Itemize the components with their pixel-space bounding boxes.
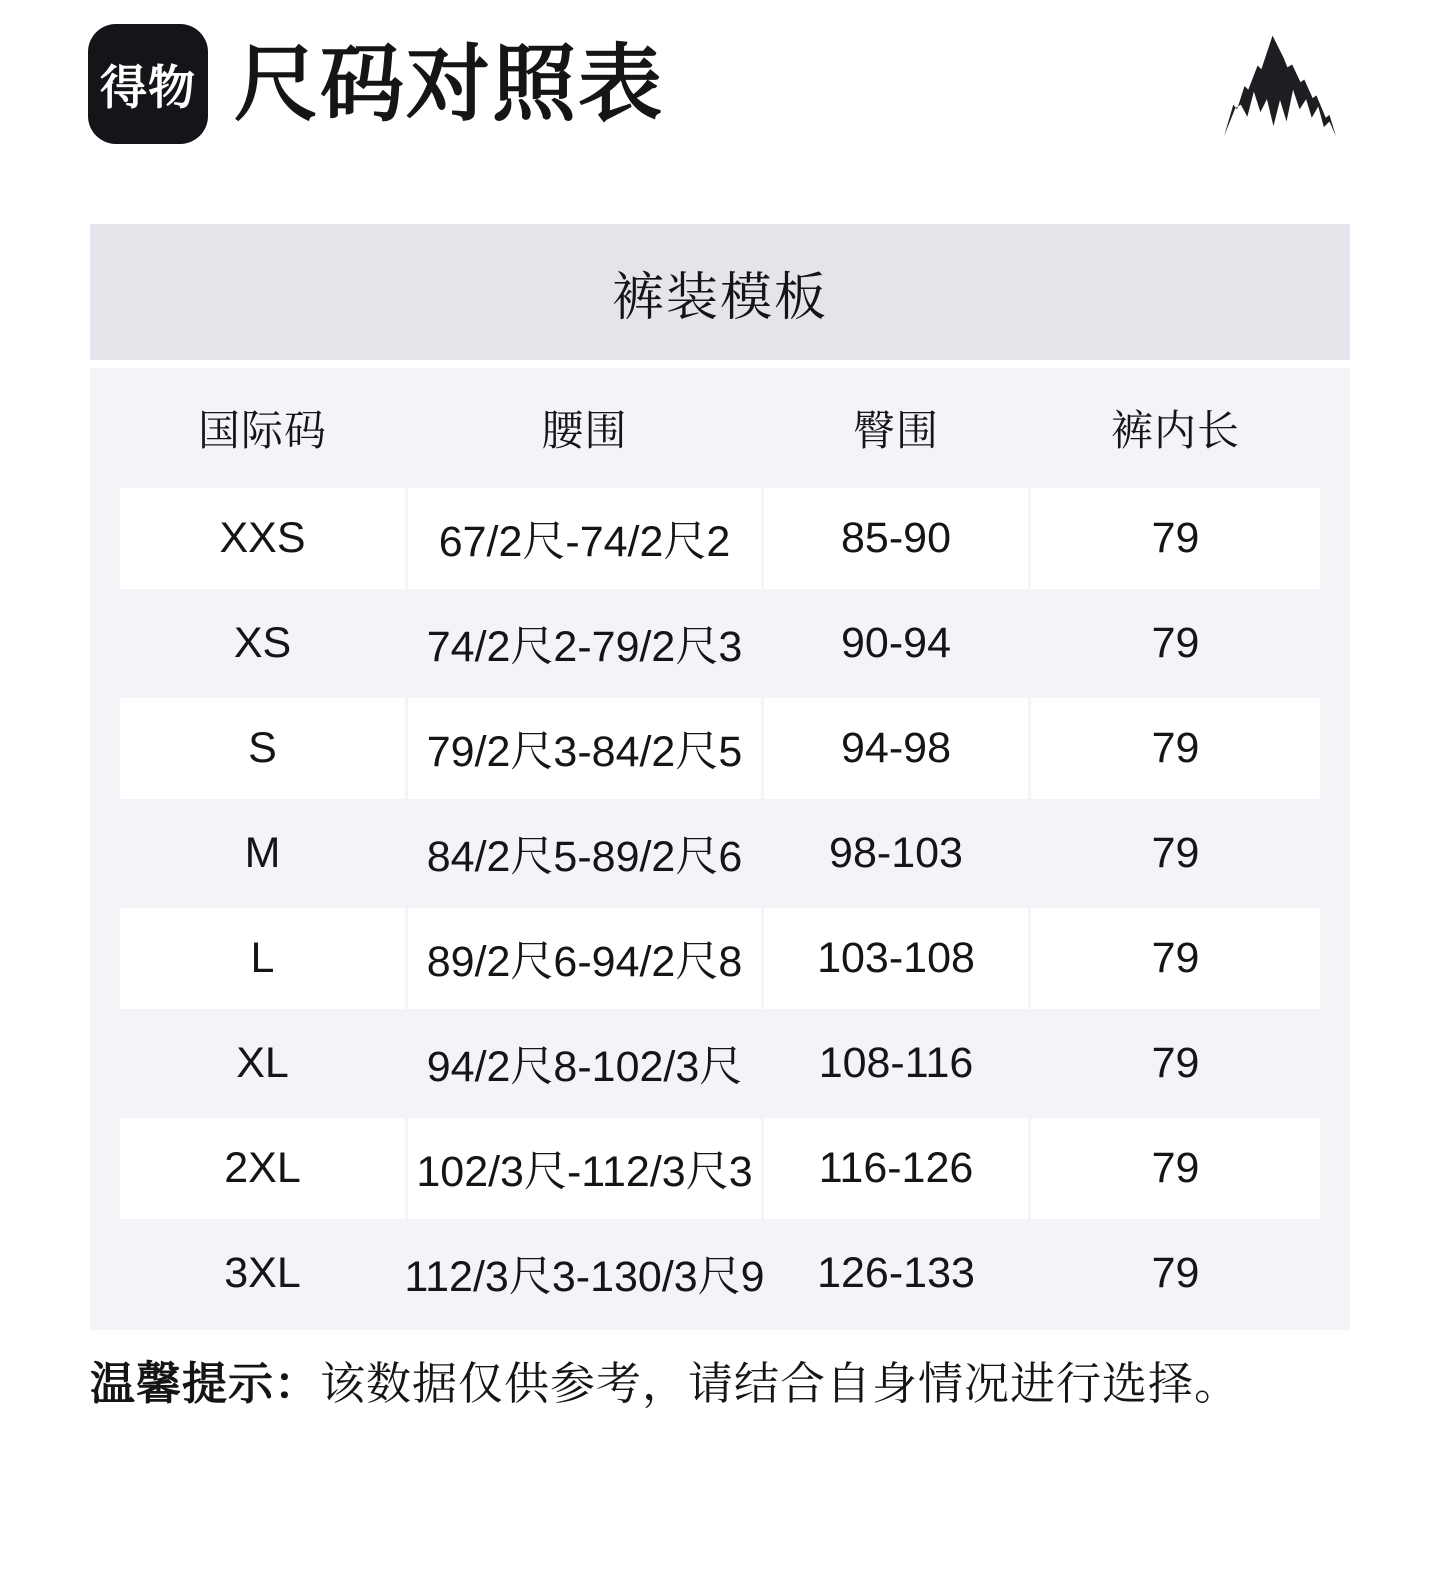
hip-cell: 126-133	[817, 1249, 975, 1297]
hip-cell: 94-98	[764, 698, 1028, 799]
hip-cell: 108-116	[818, 1039, 974, 1087]
dewu-logo	[88, 24, 208, 144]
inseam-cell: 79	[1151, 829, 1200, 877]
table-row	[120, 593, 1320, 694]
page-title: 尺码对照表	[234, 37, 665, 131]
column-header-waist: 腰围	[541, 407, 628, 454]
header	[88, 23, 1350, 145]
footer-note-label: 温馨提示：	[90, 1358, 321, 1409]
inseam-cell: 79	[1031, 1118, 1320, 1219]
waist-cell: 102/3尺-112/3尺3	[408, 1118, 761, 1219]
footer-note-text: 该数据仅供参考，请结合自身情况进行选择。	[320, 1358, 1241, 1409]
table-title: 裤装模板	[611, 268, 828, 327]
table-title-band	[90, 224, 1350, 360]
hip-cell: 85-90	[764, 488, 1028, 589]
waist-cell: 94/2尺8-102/3尺	[426, 1043, 743, 1091]
inseam-cell: 79	[1151, 619, 1200, 667]
size-table	[90, 368, 1350, 1330]
size-cell: XXS	[120, 488, 405, 589]
inseam-cell: 79	[1151, 1039, 1200, 1087]
size-cell: 3XL	[224, 1249, 301, 1297]
table-row	[120, 908, 1320, 1009]
column-header-hip: 臀围	[852, 407, 939, 454]
hip-cell: 90-94	[841, 619, 951, 667]
waist-cell: 84/2尺5-89/2尺6	[426, 833, 743, 881]
size-cell: 2XL	[120, 1118, 405, 1219]
table-row	[120, 488, 1320, 589]
size-cell: M	[244, 829, 281, 877]
waist-cell: 67/2尺-74/2尺2	[408, 488, 761, 589]
dewu-logo-text: 得物	[100, 60, 196, 114]
inseam-cell: 79	[1151, 1249, 1200, 1297]
size-cell: S	[120, 698, 405, 799]
table-row	[120, 1223, 1320, 1324]
footer-note	[90, 1356, 1350, 1412]
inseam-cell: 79	[1031, 488, 1320, 589]
table-row	[120, 1013, 1320, 1114]
waist-cell: 79/2尺3-84/2尺5	[408, 698, 761, 799]
inseam-cell: 79	[1031, 908, 1320, 1009]
table-row	[120, 1118, 1320, 1219]
size-cell: XL	[236, 1039, 289, 1087]
table-row	[120, 803, 1320, 904]
hip-cell: 98-103	[829, 829, 963, 877]
waist-cell: 74/2尺2-79/2尺3	[426, 623, 743, 671]
size-cell: XS	[233, 619, 292, 667]
inseam-cell: 79	[1031, 698, 1320, 799]
table-header-row	[120, 368, 1320, 488]
hip-cell: 116-126	[764, 1118, 1028, 1219]
hip-cell: 103-108	[764, 908, 1028, 1009]
column-header-inseam: 裤内长	[1110, 407, 1240, 454]
size-cell: L	[120, 908, 405, 1009]
waist-cell: 112/3尺3-130/3尺9	[404, 1253, 765, 1301]
column-header-size: 国际码	[197, 407, 327, 454]
mountain-icon	[1210, 30, 1350, 142]
waist-cell: 89/2尺6-94/2尺8	[408, 908, 761, 1009]
table-row	[120, 698, 1320, 799]
